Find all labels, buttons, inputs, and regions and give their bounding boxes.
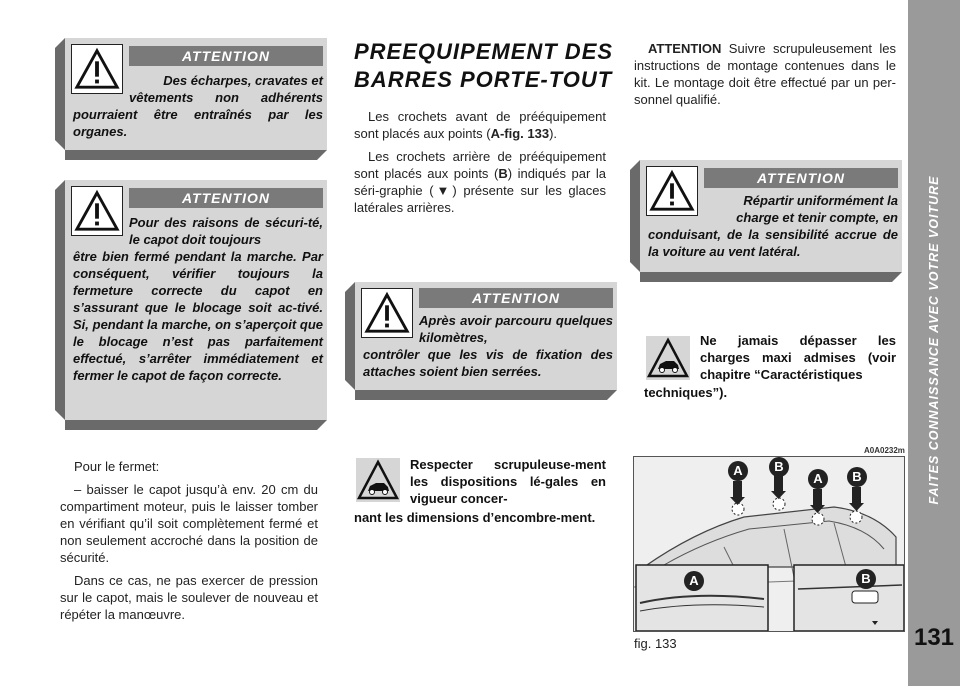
title-line-2: BARRES PORTE-TOUT xyxy=(354,67,613,92)
attention-label: ATTENTION xyxy=(419,288,613,308)
detail-label-a: A xyxy=(684,571,704,591)
warning-4-lead: Répartir uniformément la charge et tenir compte, en xyxy=(736,193,898,225)
attention-label: ATTENTION xyxy=(129,46,323,66)
side-tab xyxy=(908,0,960,686)
point-reference: B xyxy=(498,166,508,181)
figure-133 xyxy=(633,456,905,632)
paragraph: – baisser le capot jusqu’à env. 20 cm du compartiment moteur, puis le laisser tomber en vérifiant qu’il soit complètement fermé et non seulement accroché dans la position de sécurité. xyxy=(60,482,318,565)
attention-word: ATTENTION xyxy=(648,41,722,56)
warning-1-lead: Des écharpes, cravates et xyxy=(163,73,323,88)
warning-2-lead: Pour des raisons de sécuri-té, le capot doit toujours xyxy=(129,215,323,247)
note-lead: Respecter scrupuleuse-ment les dispositions lé-gales en vigueur concer- xyxy=(410,457,606,506)
car-load-icon xyxy=(356,458,400,502)
point-label-a: A xyxy=(728,461,748,481)
attention-label: ATTENTION xyxy=(129,188,323,208)
paragraph: Pour le fermet: xyxy=(74,459,160,474)
paragraph-rear-hooks: Les crochets arrière de prééquipement sont placés aux points (B) indiqués par la séri-graphie (▼) présente sur les glaces latérales arrières. xyxy=(354,149,607,215)
section-title xyxy=(354,38,614,94)
warning-4-body: conduisant, de la sensibilité accrue de la voiture au vent latéral. xyxy=(648,227,898,259)
point-label-a: A xyxy=(808,469,828,489)
warning-triangle-icon xyxy=(71,44,123,94)
car-load-icon xyxy=(646,336,690,380)
attention-label: ATTENTION xyxy=(704,168,898,188)
note-body: nant les dimensions d’encombre-ment. xyxy=(354,510,596,525)
warning-triangle-icon xyxy=(646,166,698,216)
warning-1-body: vêtements non adhérents pourraient être entraînés par les organes. xyxy=(73,90,323,139)
warning-3-body: contrôler que les vis de fixation des attaches soient bien serrées. xyxy=(363,347,613,379)
warning-2-body: être bien fermé pendant la marche. Par conséquent, vérifier toujours la fermeture correcte du capot en s’assurant que le blocage soit ac-tivé. Si, pendant la marche, on s’aperçoit que le blocage n’est pas parfaitement effectué, s’arrêter immédiatement et fermer le capot de façon correcte. xyxy=(73,249,323,383)
note-body: techniques”). xyxy=(644,385,728,400)
right-intro-text: ATTENTION Suivre scrupuleusement les instructions de montage contenues dans le kit. Le montage doit être effectué par un per-sonnel qualifié. xyxy=(634,41,896,107)
paragraph-front-hooks: Les crochets avant de prééquipement sont placés aux points (A-fig. 133). xyxy=(354,109,606,141)
figure-code: A0A0232m xyxy=(864,446,905,455)
figure-caption: fig. 133 xyxy=(634,636,677,651)
note-lead: Ne jamais dépasser les charges maxi admises (voir chapitre “Caractéristiques xyxy=(700,333,896,382)
warning-box-3 xyxy=(355,282,617,390)
detail-label-b: B xyxy=(856,569,876,589)
page-number: 131 xyxy=(913,624,955,651)
warning-3-lead: Après avoir parcouru quelques kilomètres, xyxy=(419,313,613,345)
middle-column-text xyxy=(354,108,606,222)
paragraph: Dans ce cas, ne pas exercer de pression sur le capot, mais le soulever de nouveau et répéter la manœuvre. xyxy=(60,573,318,622)
figure-reference: A-fig. 133 xyxy=(490,126,550,141)
warning-triangle-icon xyxy=(71,186,123,236)
warning-triangle-icon xyxy=(361,288,413,338)
left-column-text xyxy=(60,458,318,629)
warning-box-1 xyxy=(65,38,327,150)
point-label-b: B xyxy=(769,457,789,477)
title-line-1: PREEQUIPEMENT DES xyxy=(354,39,614,64)
point-label-b: B xyxy=(847,467,867,487)
side-tab-label: FAITES CONNAISSANCE AVEC VOTRE VOITURE xyxy=(927,175,941,505)
warning-box-4 xyxy=(640,160,902,272)
warning-box-2 xyxy=(65,180,327,420)
